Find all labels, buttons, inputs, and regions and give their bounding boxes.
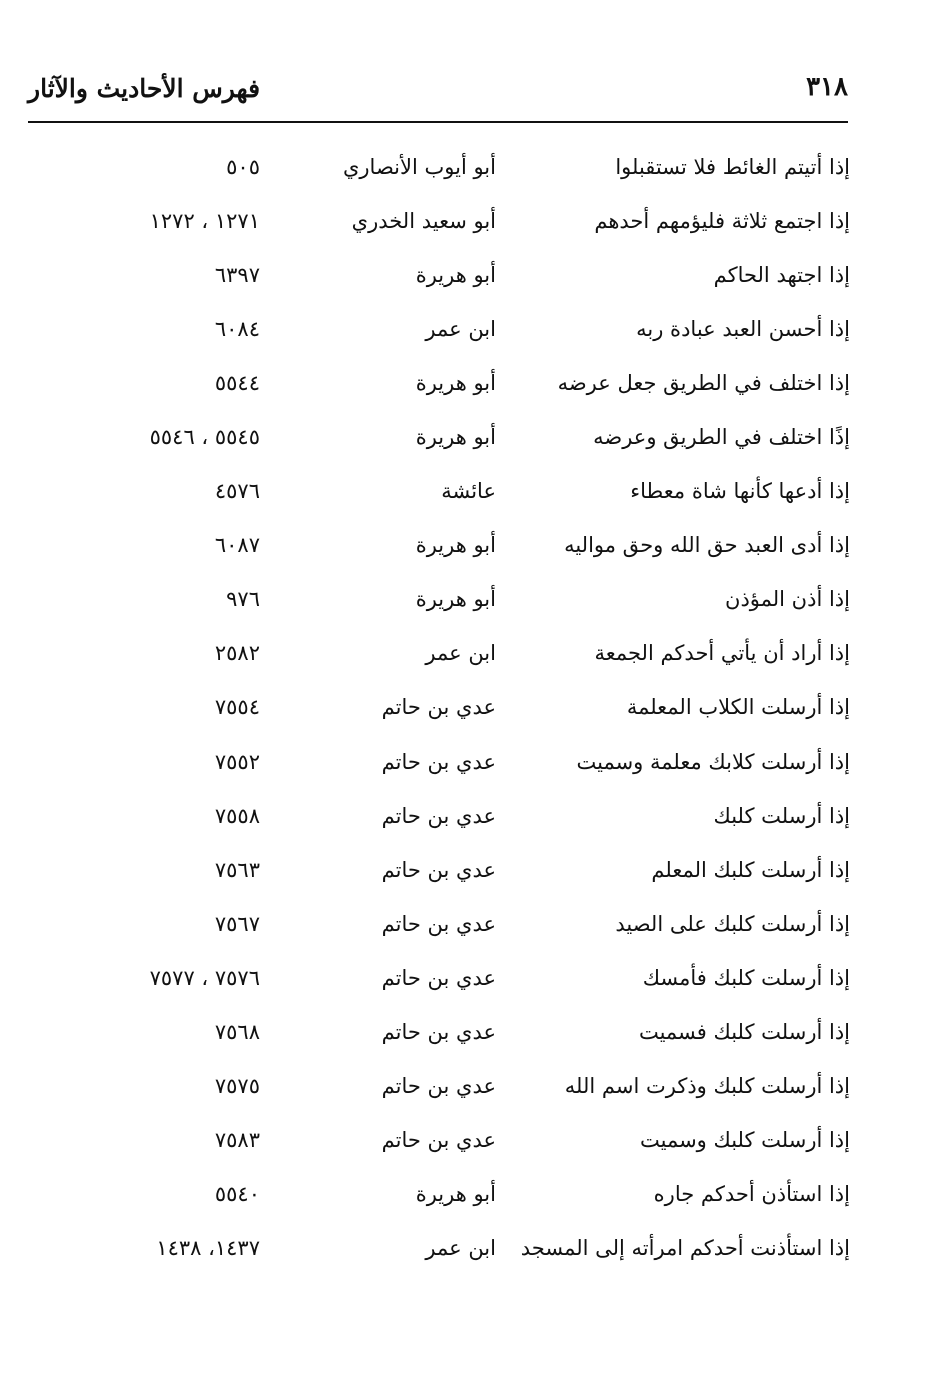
narrator-name: عدي بن حاتم: [381, 803, 496, 828]
page-title: فهرس الأحاديث والآثار: [28, 74, 261, 103]
header-rule: [28, 121, 848, 123]
hadith-numbers: ٥٠٥: [226, 155, 260, 179]
index-entry: [0, 1117, 932, 1171]
index-entry: [0, 414, 932, 468]
hadith-numbers: ٤٥٧٦: [214, 479, 260, 504]
hadith-numbers: ١٢٧١ ، ١٢٧٢: [149, 209, 260, 234]
hadith-numbers: ٧٥٨٣: [214, 1127, 260, 1152]
narrator-name: عدي بن حاتم: [381, 1019, 496, 1044]
hadith-text: إذا اجتمع ثلاثة فليؤمهم أحدهم: [594, 209, 850, 234]
hadith-numbers: ٧٥٦٧: [214, 911, 260, 936]
narrator-name: عدي بن حاتم: [381, 749, 496, 774]
narrator-name: عدي بن حاتم: [381, 911, 496, 936]
narrator-name: أبو هريرة: [415, 371, 496, 396]
index-entry: [0, 1009, 932, 1063]
index-entry: [0, 1171, 932, 1225]
hadith-text: إذا استأذنت أحدكم امرأته إلى المسجد: [520, 1235, 850, 1260]
hadith-numbers: ٥٥٤٠: [214, 1181, 260, 1206]
hadith-text: إذا أحسن العبد عبادة ربه: [636, 317, 850, 342]
index-entry: [0, 793, 932, 847]
narrator-name: عائشة: [441, 479, 496, 504]
index-entry: [0, 955, 932, 1009]
index-entry: [0, 576, 932, 630]
page-number: ٣١٨: [806, 72, 848, 102]
index-entry: [0, 847, 932, 901]
hadith-numbers: ٧٥٥٨: [214, 803, 260, 828]
narrator-name: ابن عمر: [425, 317, 496, 342]
hadith-text: إذًا اختلف في الطريق وعرضه: [593, 425, 850, 450]
index-entry: [0, 1063, 932, 1117]
hadith-numbers: ٦٠٨٤: [214, 317, 260, 342]
narrator-name: عدي بن حاتم: [381, 1073, 496, 1098]
index-entry: [0, 468, 932, 522]
hadith-numbers: ٧٥٥٤: [214, 695, 260, 720]
narrator-name: أبو هريرة: [415, 1181, 496, 1206]
hadith-numbers: ٧٥٦٨: [214, 1019, 260, 1044]
index-entry: [0, 252, 932, 306]
hadith-text: إذا أتيتم الغائط فلا تستقبلوا: [615, 155, 850, 179]
hadith-text: إذا استأذن أحدكم جاره: [653, 1181, 850, 1206]
narrator-name: أبو هريرة: [415, 587, 496, 612]
index-entry: [0, 630, 932, 684]
hadith-text: إذا أرسلت كلابك معلمة وسميت: [576, 749, 850, 774]
hadith-text: إذا أرسلت الكلاب المعلمة: [626, 695, 850, 720]
hadith-text: إذا أرسلت كلبك وسميت: [639, 1127, 850, 1152]
narrator-name: أبو أيوب الأنصاري: [342, 155, 496, 179]
hadith-numbers: ٢٥٨٢: [214, 641, 260, 666]
hadith-text: إذا اختلف في الطريق جعل عرضه: [557, 371, 850, 396]
hadith-numbers: ٥٥٤٥ ، ٥٥٤٦: [149, 425, 260, 450]
hadith-numbers: ١٤٣٧، ١٤٣٨: [156, 1235, 260, 1260]
index-entry: [0, 739, 932, 793]
hadith-numbers: ٦٠٨٧: [214, 533, 260, 558]
hadith-text: إذا أذن المؤذن: [725, 587, 850, 612]
index-entry: [0, 306, 932, 360]
hadith-numbers: ٧٥٧٥: [214, 1073, 260, 1098]
hadith-numbers: ٧٥٦٣: [214, 857, 260, 882]
narrator-name: عدي بن حاتم: [381, 695, 496, 720]
narrator-name: عدي بن حاتم: [381, 857, 496, 882]
hadith-numbers: ٧٥٥٢: [214, 749, 260, 774]
narrator-name: عدي بن حاتم: [381, 965, 496, 990]
hadith-text: إذا اجتهد الحاكم: [713, 263, 850, 288]
narrator-name: أبو هريرة: [415, 533, 496, 558]
index-entry: [0, 1225, 932, 1279]
hadith-numbers: ٦٣٩٧: [214, 263, 260, 288]
hadith-text: إذا أرسلت كلبك فسميت: [638, 1019, 850, 1044]
narrator-name: أبو سعيد الخدري: [351, 209, 496, 234]
narrator-name: ابن عمر: [425, 641, 496, 666]
narrator-name: أبو هريرة: [415, 263, 496, 288]
hadith-text: إذا أرسلت كلبك: [713, 803, 850, 828]
hadith-numbers: ٩٧٦: [226, 587, 260, 612]
hadith-text: إذا أرسلت كلبك وذكرت اسم الله: [564, 1073, 850, 1098]
index-table: [0, 144, 932, 1279]
hadith-numbers: ٧٥٧٦ ، ٧٥٧٧: [149, 965, 260, 990]
hadith-text: إذا أدى العبد حق الله وحق مواليه: [564, 533, 850, 558]
hadith-numbers: ٥٥٤٤: [214, 371, 260, 396]
index-entry: [0, 198, 932, 252]
hadith-text: إذا أرسلت كلبك على الصيد: [615, 911, 850, 936]
index-entry: [0, 684, 932, 738]
hadith-text: إذا أرسلت كلبك المعلم: [651, 857, 850, 882]
hadith-text: إذا أرسلت كلبك فأمسك: [642, 965, 850, 990]
hadith-text: إذا أراد أن يأتي أحدكم الجمعة: [594, 641, 850, 666]
index-entry: [0, 144, 932, 198]
page-header: [28, 72, 848, 122]
index-entry: [0, 360, 932, 414]
narrator-name: عدي بن حاتم: [381, 1127, 496, 1152]
hadith-text: إذا أدعها كأنها شاة معطاء: [630, 479, 850, 504]
narrator-name: ابن عمر: [425, 1235, 496, 1260]
index-entry: [0, 901, 932, 955]
narrator-name: أبو هريرة: [415, 425, 496, 450]
index-entry: [0, 522, 932, 576]
